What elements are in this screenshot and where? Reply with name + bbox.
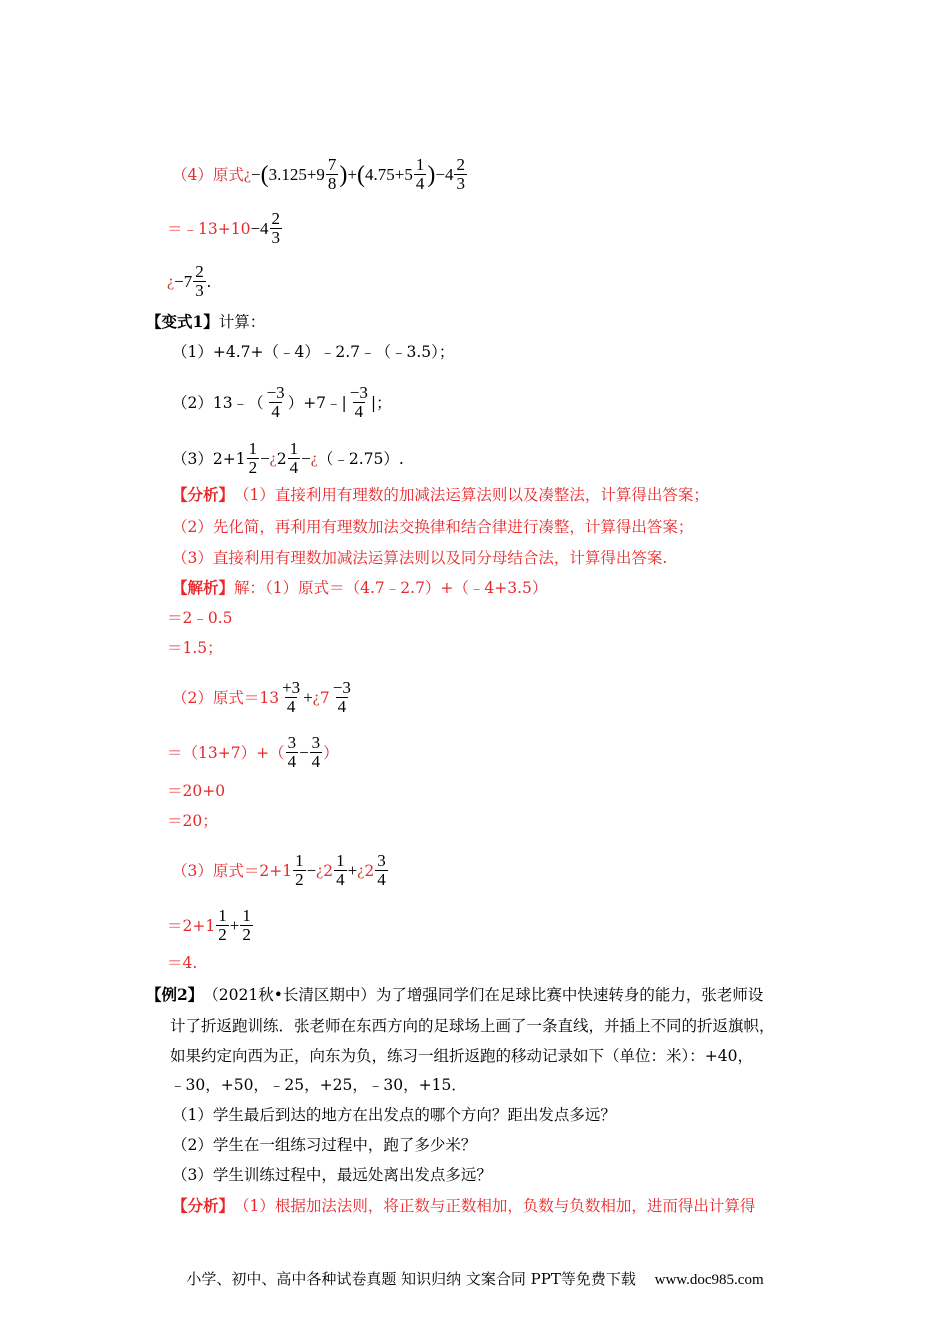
solution-tag: 【解析】 <box>172 578 235 597</box>
solution-line4: （2）原式＝13 $\frac{+3}{4}$ + ¿ 7 $\frac{-3}{4}$ <box>172 678 351 716</box>
fraction: $\frac{1}{4}$ <box>289 439 299 477</box>
page-footer <box>0 1268 950 1289</box>
invalid-char: ¿ <box>243 165 251 183</box>
example2-analysis: 【分析】 （1）根据加法法则，将正数与正数相加，负数与负数相加，进而得出计算得 <box>172 1196 756 1215</box>
variant-tag: 【变式1】 <box>146 312 219 331</box>
fraction: $\frac{2}{3}$ <box>456 155 465 193</box>
fraction: $\frac{2}{3}$ <box>195 262 204 300</box>
variant1-part3: （3）2+1 $\frac{1}{2}$ − ¿ 2 $\frac{1}{4}$ − ¿ （﹣2.75）. <box>172 439 404 477</box>
fraction: $\frac{3}{4}$ <box>377 851 386 889</box>
fraction: $\frac{3}{4}$ <box>287 733 297 771</box>
variant1-heading: 【变式1】 计算： <box>146 312 266 331</box>
invalid-char: ¿ <box>310 449 318 467</box>
fraction: $\frac{-3}{4}$ <box>332 678 351 716</box>
fraction: $\frac{1}{2}$ <box>242 906 251 944</box>
fraction: $\frac{1}{4}$ <box>336 851 345 889</box>
fraction: $\frac{1}{2}$ <box>248 439 258 477</box>
solution-line9: ＝2+1 $\frac{1}{2}$ + $\frac{1}{2}$ <box>167 906 251 944</box>
fraction: $\frac{3}{4}$ <box>311 733 321 771</box>
fraction: $\frac{1}{2}$ <box>218 906 227 944</box>
analysis-tag: 【分析】 <box>172 1196 235 1215</box>
example2-question1: （1）学生最后到达的地方在出发点的哪个方向？距出发点多远？ <box>172 1106 616 1124</box>
example-tag: 【例2】 <box>146 985 204 1004</box>
fraction: $\frac{1}{4}$ <box>415 155 425 193</box>
invalid-char: ¿ <box>312 688 320 706</box>
analysis-tag: 【分析】 <box>172 485 235 504</box>
fraction: $\frac{7}{8}$ <box>327 155 337 193</box>
variant1-part2: （2）13﹣（ $\frac{-3}{4}$ ）+7﹣| $\frac{-3}{4}$ |； <box>172 383 392 421</box>
example2-line4: ﹣30，+50，﹣25，+25，﹣30，+15． <box>170 1076 467 1094</box>
step-label: （4）原式 <box>172 165 244 184</box>
footer-text: 小学、初中、高中各种试卷真题 知识归纳 文案合同 PPT等免费下载 <box>186 1270 636 1288</box>
invalid-char: ¿ <box>167 272 175 290</box>
fraction: $\frac{-3}{4}$ <box>266 383 285 421</box>
analysis-line1: 【分析】 （1）直接利用有理数的加减法运算法则以及凑整法，计算得出答案； <box>172 485 709 504</box>
solution-line8: （3）原式＝2+1 $\frac{1}{2}$ − ¿ 2 $\frac{1}{4}$ + ¿ 2 $\frac{3}{4}$ <box>172 851 386 889</box>
solution-line1: 【解析】 解：（1）原式＝（4.7﹣2.7）+（﹣4+3.5） <box>172 578 548 597</box>
fraction: $\frac{+3}{4}$ <box>282 678 301 716</box>
example2-line1: 【例2】 （2021秋•长清区期中）为了增强同学们在足球比赛中快速转身的能力，张老师设 <box>146 985 764 1004</box>
example2-line2: 计了折返跑训练．张老师在东西方向的足球场上画了一条直线，并插上不同的折返旗帜， <box>170 1017 775 1035</box>
step4-line3: ¿ −7 $\frac{2}{3}$ . <box>167 262 211 300</box>
solution-line6: ＝20+0 <box>167 782 226 800</box>
example2-question2: （2）学生在一组练习过程中，跑了多少米？ <box>172 1136 477 1154</box>
footer-url[interactable]: www.doc985.com <box>654 1272 764 1288</box>
invalid-char: ¿ <box>316 861 324 879</box>
invalid-char: ¿ <box>269 449 277 467</box>
fraction: $\frac{-3}{4}$ <box>349 383 368 421</box>
solution-line3: ＝1.5； <box>167 639 223 657</box>
analysis-line3: （3）直接利用有理数加减法运算法则以及同分母结合法，计算得出答案. <box>172 549 668 567</box>
fraction: $\frac{1}{2}$ <box>295 851 304 889</box>
invalid-char: ¿ <box>357 861 365 879</box>
fraction: $\frac{2}{3}$ <box>271 209 281 247</box>
example2-line3: 如果约定向西为正，向东为负，练习一组折返跑的移动记录如下（单位：米）：+40， <box>170 1047 753 1065</box>
step4-line1: （4）原式 ¿ − ( 3.125+9 $\frac{7}{8}$ ) + ( 4.75+5 $\frac{1}{4}$ ) −4 $\frac{2}{3}$ <box>172 155 465 193</box>
solution-line7: ＝20； <box>167 812 218 830</box>
variant1-part1: （1）+4.7+（﹣4）﹣2.7﹣（﹣3.5）； <box>172 343 455 361</box>
solution-line10: ＝4. <box>167 954 198 972</box>
example2-question3: （3）学生训练过程中，最远处离出发点多远？ <box>172 1166 492 1184</box>
solution-line5: ＝（13+7）+（ $\frac{3}{4}$ − $\frac{3}{4}$ ） <box>167 733 339 771</box>
analysis-line2: （2）先化简，再利用有理数加法交换律和结合律进行凑整，计算得出答案； <box>172 518 694 536</box>
step4-line2: ＝﹣13+10 −4 $\frac{2}{3}$ <box>167 209 281 247</box>
solution-line2: ＝2﹣0.5 <box>167 609 233 627</box>
